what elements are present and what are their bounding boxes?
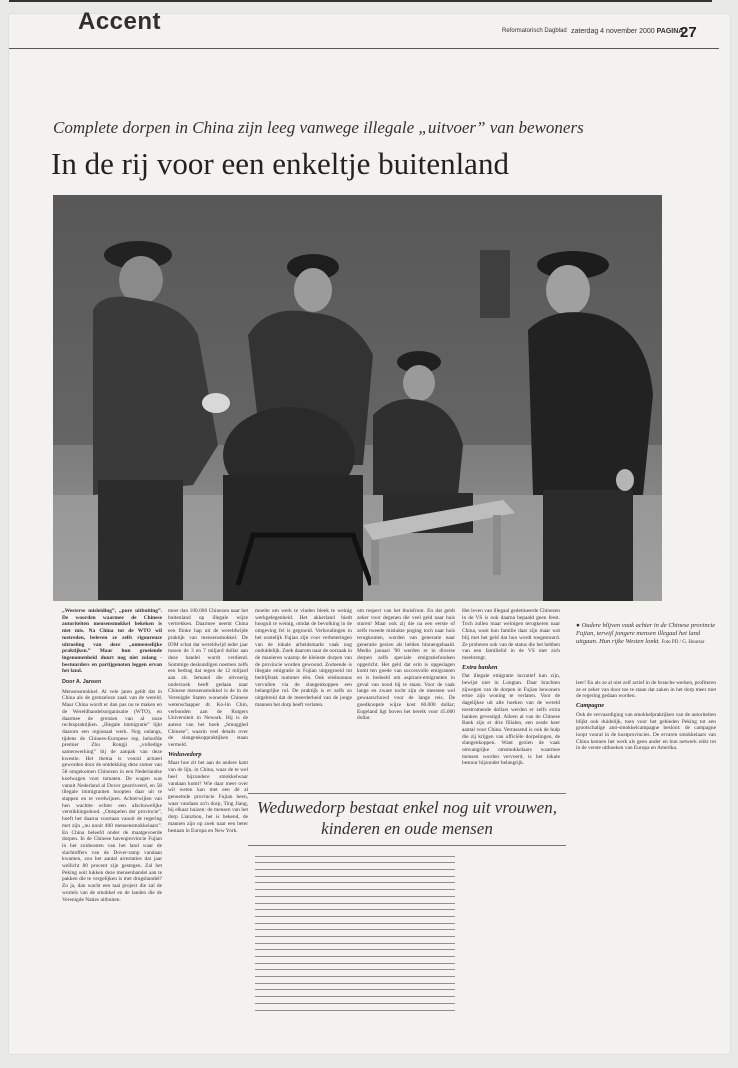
masthead: Reformatorisch Dagblad	[502, 28, 567, 34]
header-rule	[9, 48, 719, 49]
article-column-6	[576, 680, 716, 1040]
article-kicker: Complete dorpen in China zijn leeg vanwege illegale „uitvoer” van bewoners	[53, 118, 584, 137]
pull-quote-bottom-rule	[248, 845, 566, 846]
subheading-extra-banken: Extra banken	[462, 663, 498, 671]
page-date	[571, 28, 683, 35]
top-rule	[9, 0, 712, 2]
article-byline: Door A. Jansen	[62, 679, 102, 686]
section-title: Accent	[78, 8, 162, 35]
column-4-text: om respect van het thuisfront. En dat geldt zeker voor degenen die veel geld naar huis sturen! Maar ook zij die na een eerste of zelfs tweede mislukte poging toch naar huis terugkomen, worden van generatie naar generatie gezien als helden binnengehaald. Medio januari '90 werden er in diverse dorpen zelfs speciale emigratiefondsen opgericht. Het geld dat erin is opgeslagen komt ten goede van succesvolle emigranten en is bedoeld om aspirant-emigranten in geval van nood bij te staan. Voor de vaak lange en zware tocht zijn de meesten wel gewaarschuwd voor de lange reis. De goedkoopste wijze kost 60.000 dollar; Engeland ligt boven het bereik voor 45.000 dollar.	[357, 608, 455, 722]
photo-credit: Foto PD / G. Hoursar	[661, 640, 705, 645]
subheading-campagne: Campagne	[576, 702, 604, 710]
column-2-text-b: Maar hoe zit het aan de andere kant van de lijn, in China, waar de te wel heel bijzondere smokkelwaar vandaan komt? Wie daar meer over wil weten kan met een dé al genoemde provincie Fujian heen, waar vandaan zo'n dorp, Ting Jiang, bij elkaar huizen: de mensen van het dorp Lianzhou, het is bekend, de mannen zijn op zoek naar een beter bestaan in Europa en New York.	[168, 760, 248, 834]
column-6-text-b: Ook de vervaardiging van smokkelpraktijken van de autoriteiten blijkt ook duidelijk, toen voor het gebieden Peking tot een grootschalige anti-smokkelcampagne besloot: de campagne loopt vooral in de kustprovincies. De ervaren smokkelaars van China kennen het werk als geen ander en hun netwerk reikt tot in de verste uithoeken van Europa en Amerika.	[576, 711, 716, 752]
column-1-text: Mensensmokkel. Al vele jaren geldt dat in China als de grenzeloze zaak van de wereld. Maar China wordt er dan pas nu te maken en de Wereldhandelsorganisatie (WTO), en daarmee de grenzen van al onze rechtspraktijken. „Illegale immigratie” lijkt daarom een regionaal werk. Nog onlangs, tijdens de Chinees-Europese top, beloofde premier Zhu Rongji „volledige samenwerking” bij de aanpak van deze kwestie. Het thema is vooral actueel geworden door de ontdekking deze zomer van 58 omgekomen Chinezen in een Nederlandse koelwagen voor tomaten. De wagen was vanuit Nederland al Dover gearriveerd, en 58 illegale immigranten hoopten daar uit te stappen en te verdwijnen. Achterwijlen van hen wachtte echter een afschuwelijke verstikkingsdood. „Ontspelen der provincie”, hoeft het daarna voortaan vanuit de regering met zijn „nu nooit 400 mensensmokkelaars”. En China beleefd onder de maatgevoerde dorpen. In de Chinese havenprovincie Fujian in het zuidoosten van het land waar de slachtoffers van de Dover-ramp vandaan kwamen, zou het aantal arrestaties dat jaar wellicht 80 procent zijn gestegen. Zal het Peking ooit lukken deze mensenhandel aan te pakken die te vergelijken is met drugshandel? Zo ja, dan wacht een taai project die zal de wortels van de smokkel en de landen die de Verenigde Naties uitbuiten.	[62, 688, 162, 903]
caption-text: Oudere blijven vaak achter in de Chinese provincie Fujian, terwijl jongere mensen illegaal het land uitgaan. Hun rijke Westen lonkt.	[576, 622, 716, 645]
caption-bullet: ●	[576, 622, 580, 629]
article-column-2	[168, 608, 248, 1043]
photo-image	[53, 195, 662, 601]
subheading-weduwedorp: Weduwedorp	[168, 750, 202, 758]
page-number: 27	[680, 24, 697, 41]
date-text: zaterdag 4 november 2000	[571, 28, 655, 35]
pull-quote-top-rule	[248, 793, 566, 794]
column-3-text: moeite om werk te vinden bleek te weinig werkgelegenheid. Het akkerland biedt hooguit te weinig, omdat de bevolking in de omgeving fel is gegroeid. Verhoudingen in het oostelijk Fujian zijn voor verbeteringen van de lokale arbeidsmarkt vaak nog onduidelijk. Zoek daarom naar de oorzaak in de manieren waarop de kleinste dorpen van de provincie worden gewoond. Zodoende is illegale emigratie in Fujian uitgegroeid tot bedrijfstak nummer één. Ook reisbureaus vervullen via de slangenkoppen een belangrijke rol. De praktijk is er zelfs zo uitgebreid dat de meerderheid van de jonge mannen het dorp heeft verlaten.	[255, 608, 352, 708]
article-column-4	[357, 608, 455, 793]
page-label: PAGINA	[656, 28, 684, 35]
column-2-text: meer dan 100.000 Chinezen naar het buitenland op illegale wijze vertrekken. Daarmee neemt China een flinke hap uit de wereldwijde praktijk van mensensmokkel. De IOM schat dat wereldwijd ieder jaar tussen de 3 en 7 miljard dollar aan deze handel wordt verdiend. Sommige deskundigen noemen zelfs een bedrag dat tegen de 12 miljard aan zit. Iemand die uitvoerig onderzoek heeft gedaan naar Chinese mensensmokkel is de in de Verenigde Staten wonende Chinese wetenschapper dr. Ko-lin Chin, verbonden aan de Rutgers Universiteit in Newark. Hij is de auteur van het boek „Smuggled Chinese”, waarin veel details over de slangenkoppraktijken staan vermeld.	[168, 608, 248, 749]
article-column-3	[255, 608, 352, 793]
article-column-1	[62, 608, 162, 1043]
column-5-text-b: Dat illegale emigratie lucratief kan zijn, bewijst niet in Longtan. Daar brachten zijwegen van de dorpen in Fujian bewoners ertoe zijn woning te verlaten. Voor de dagelijkse uit alle hoeken van de wereld toestromende dollars werden er zelfs extra banken gevestigd. Alleen al van de Chinese Bank zijn er drie filialen, een zesde keer aantal voor China. Verrassend is ook de hulp die zij krijgen van officiële dorpelingen, de slangenkoppen. Want gezien de vaak omvangrijke omsmokkelaars waarmee mensen worden vervoerd, is het lokale bestuur bijzonder belangrijk.	[462, 673, 560, 767]
pull-quote: Weduwedorp bestaat enkel nog uit vrouwen, kinderen en oude mensen	[257, 798, 557, 838]
column-6-text: leer! En als ze al niet zelf actief in de branche werken, profiteren ze er zeker van door toe te staan dat zaken in het dorp meer met de regering gedaan worden.	[576, 680, 716, 700]
column-5-text: Het leven van illegaal gedetineerde Chinezen in de VS is ook daarna bepaald geen feest. Toch zullen maar weinigen terugkeren naar China, want hun familie daar zijn maar wat blij met het geld dat hun wordt toegestuurd. Ze proberen ook van de status die het hebben van een familielid in de VS met zich meebrengt.	[462, 608, 560, 661]
article-photo	[53, 195, 662, 601]
article-headline: In de rij voor een enkeltje buitenland	[51, 146, 509, 181]
article-lede: „Westerse misleiding”, „pure uitbuiting”. De woorden waarmee de Chinese autoriteiten mensensmokkel bekeken is niet mis. Na China tot de WTO wil toetreden, beleven ze zelfs rigoureuze uitroeiing van deze „onmenselijke praktijken.” Maar hun groeiende ingenomenheid duurt nog niet zolang - bestuurders en partijgenoten leggen ervan het land.	[62, 608, 162, 675]
photo-caption	[576, 622, 718, 647]
article-lower-columns	[255, 850, 455, 1040]
